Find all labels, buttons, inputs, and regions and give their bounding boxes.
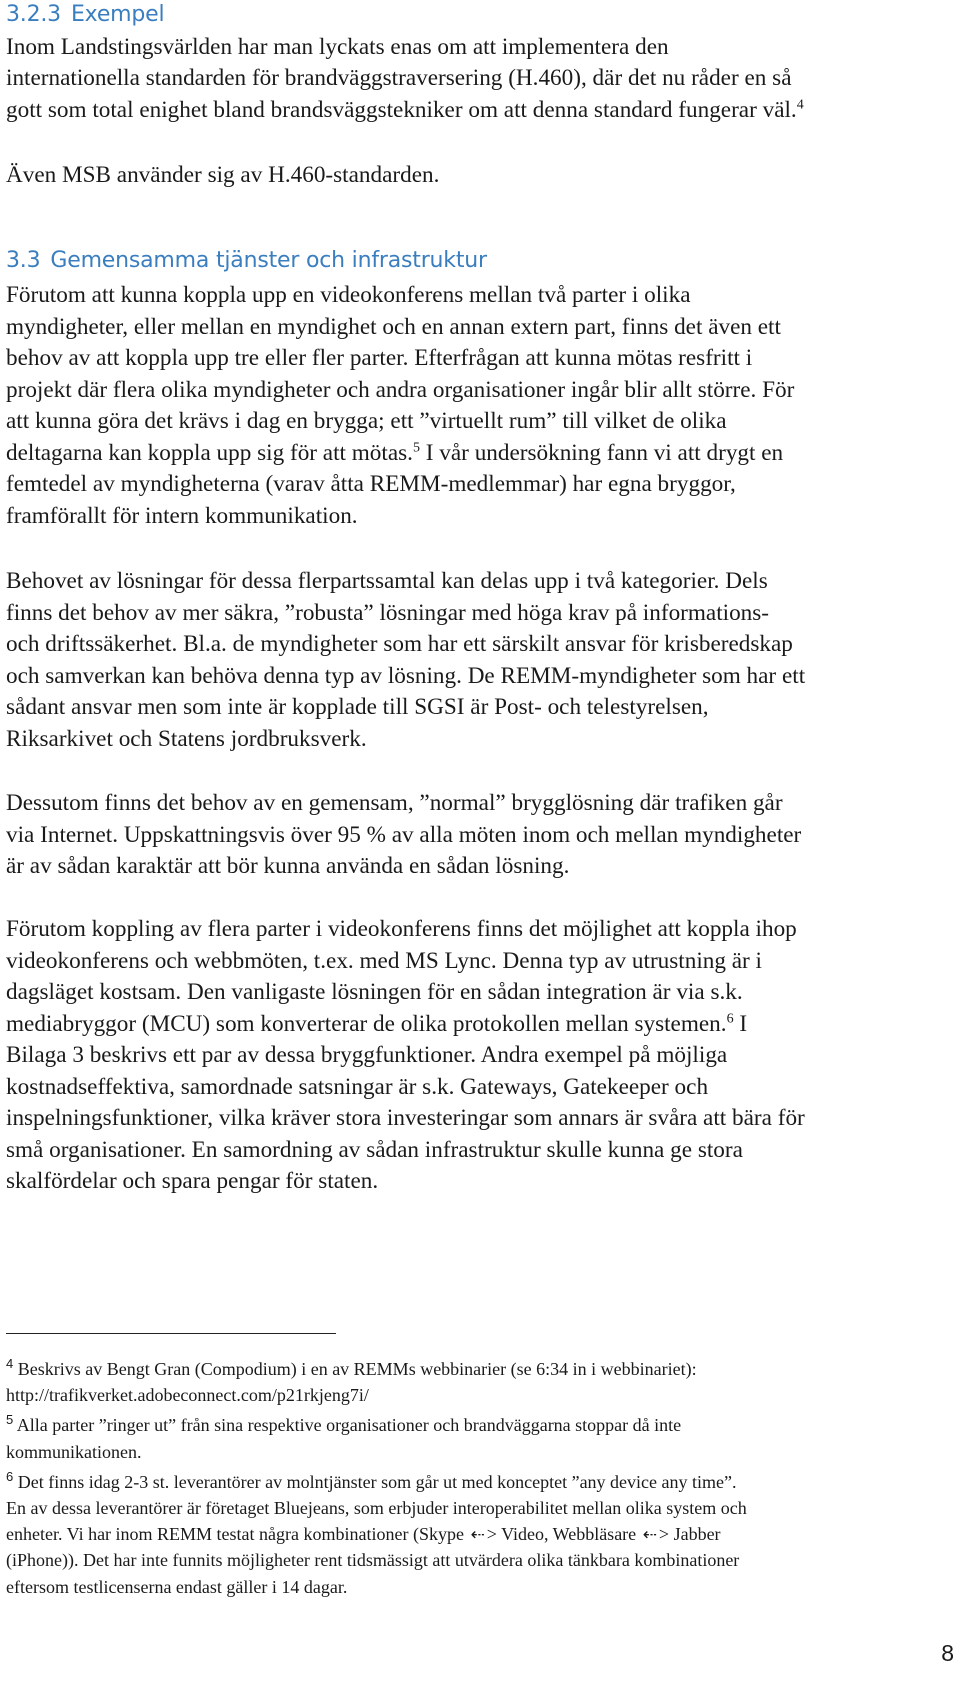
text-line: behov av att koppla upp tre eller fler parter. Efterfrågan att kunna mötas resfritt i xyxy=(6,345,753,371)
footnote-link[interactable]: http://trafikverket.adobeconnect.com/p21rkjeng7i/ xyxy=(6,1385,369,1406)
footnote-number: 5 xyxy=(6,1412,14,1428)
page-number: 8 xyxy=(941,1640,954,1666)
text-line: projekt där flera olika myndigheter och andra organisationer ingår blir allt större. För xyxy=(6,376,795,403)
left-arrow-icon: ⇠ xyxy=(470,1525,485,1546)
footnote-ref-5[interactable]: 5 xyxy=(412,439,420,455)
text-line: Förutom att kunna koppla upp en videokonferens mellan två parter i olika xyxy=(6,282,691,308)
footnote-6: $^6$ Det finns idag 2-3 st. leverantörer av molntjänster som går ut med konceptet ”any device any time”. xyxy=(6,1468,737,1492)
text-line: och samverkan kan behöva denna typ av lösning. De REMM-myndigheter som har ett xyxy=(6,662,806,689)
text-line: deltagarna kan koppla upp sig för att mötas.$^5$ I vår undersökning fann vi att drygt en xyxy=(6,439,784,466)
footnote-text: eftersom testlicenserna endast gäller i 14 dagar. xyxy=(6,1576,348,1597)
text-line: och driftssäkerhet. Bl.a. de myndigheter som har ett särskilt ansvar för krisberedskap xyxy=(6,631,793,657)
text-line: Dessutom finns det behov av en gemensam, ”normal” brygglösning där trafiken går xyxy=(6,790,783,816)
text-line: gott som total enighet bland brandsväggstekniker om att denna standard fungerar väl.$^4$ xyxy=(6,96,804,123)
text-line: videokonferens och webbmöten, t.ex. med MS Lync. Denna typ av utrustning är i xyxy=(6,947,763,974)
section-number: 3.2.3 xyxy=(6,2,61,27)
paragraph-3 xyxy=(6,788,956,883)
section-heading-3-3 xyxy=(6,248,487,273)
paragraph-2 xyxy=(6,566,956,755)
text-line: att kunna göra det krävs i dag en brygga; ett ”virtuellt rum” till vilket de olika xyxy=(6,408,727,434)
text-line: inspelningsfunktioner, vilka kräver stora investeringar som annars är svåra att bära för xyxy=(6,1105,805,1131)
footnotes xyxy=(6,1356,956,1600)
left-arrow-icon: ⇠ xyxy=(642,1525,657,1546)
text-line: små organisationer. En samordning av sådan infrastruktur skulle kunna ge stora xyxy=(6,1136,743,1163)
footnote-separator xyxy=(6,1333,336,1334)
footnote-number: 6 xyxy=(6,1468,14,1484)
text-line: sådant ansvar men som inte är kopplade till SGSI är Post- och telestyrelsen, xyxy=(6,694,709,720)
text-line: via Internet. Uppskattningsvis över 95 % av alla möten inom och mellan myndigheter xyxy=(6,821,802,848)
footnote-4: $^4$ Beskrivs av Bengt Gran (Compodium) i en av REMMs webbinarier (se 6:34 in i webbinariet): xyxy=(6,1356,697,1379)
text-line: skalfördelar och spara pengar för staten. xyxy=(6,1168,379,1194)
section-title: Gemensamma tjänster och infrastruktur xyxy=(50,248,487,273)
text-line: myndigheter, eller mellan en myndighet och en annan extern part, finns det även ett xyxy=(6,313,781,340)
text-line: femtedel av myndigheterna (varav åtta REMM-medlemmar) har egna bryggor, xyxy=(6,471,736,497)
text-line: framförallt för intern kommunikation. xyxy=(6,502,358,529)
paragraph-4 xyxy=(6,914,956,1198)
text-line: Inom Landstingsvärlden har man lyckats enas om att implementera den xyxy=(6,34,669,60)
footnote-text: enheter. Vi har inom REMM testat några kombinationer (Skype ⇠ > Video, Webbläsare ⇠ > Jabber xyxy=(6,1521,956,1547)
paragraph-1 xyxy=(6,280,956,532)
text-line: finns det behov av mer säkra, ”robusta” lösningar med höga krav på informations- xyxy=(6,599,770,626)
section-title: Exempel xyxy=(70,2,165,27)
footnote-text: En av dessa leverantörer är företaget Bluejeans, som erbjuder interoperabilitet mellan olika system och xyxy=(6,1497,747,1518)
text-line: mediabryggor (MCU) som konverterar de olika protokollen mellan systemen.$^6$ I xyxy=(6,1010,748,1037)
text-line: Förutom koppling av flera parter i videokonferens finns det möjlighet att koppla ihop xyxy=(6,916,797,942)
text-line: Behovet av lösningar för dessa flerpartssamtal kan delas upp i två kategorier. Dels xyxy=(6,568,768,594)
paragraph-msb xyxy=(6,160,956,191)
footnote-5: $^5$ Alla parter ”ringer ut” från sina respektive organisationer och brandväggarna stoppar då inte xyxy=(6,1412,682,1436)
footnote-text: kommunikationen. xyxy=(6,1441,142,1462)
text-line: kostnadseffektiva, samordnade satsningar är s.k. Gateways, Gatekeeper och xyxy=(6,1073,709,1100)
section-heading-3-2-3 xyxy=(6,2,164,27)
text-line: Även MSB använder sig av H.460-standarden. xyxy=(6,162,440,188)
section-number: 3.3 xyxy=(6,248,41,273)
text-line: Bilaga 3 beskrivs ett par av dessa bryggfunktioner. Andra exempel på möjliga xyxy=(6,1042,728,1068)
footnote-number: 4 xyxy=(6,1356,14,1371)
text-line: internationella standarden för brandväggstraversering (H.460), där det nu råder en så xyxy=(6,65,792,92)
footnote-ref-4[interactable]: 4 xyxy=(796,96,804,112)
text-line: dagsläget kostsam. Den vanligaste lösningen för en sådan integration är via s.k. xyxy=(6,979,743,1005)
text-line: Riksarkivet och Statens jordbruksverk. xyxy=(6,725,367,752)
footnote-ref-6[interactable]: 6 xyxy=(726,1010,734,1026)
text-line: är av sådan karaktär att bör kunna använda en sådan lösning. xyxy=(6,853,570,879)
footnote-text: (iPhone)). Det har inte funnits möjligheter rent tidsmässigt att utvärdera olika tänkbara kombinationer xyxy=(6,1550,740,1571)
paragraph-exempel xyxy=(6,32,956,126)
